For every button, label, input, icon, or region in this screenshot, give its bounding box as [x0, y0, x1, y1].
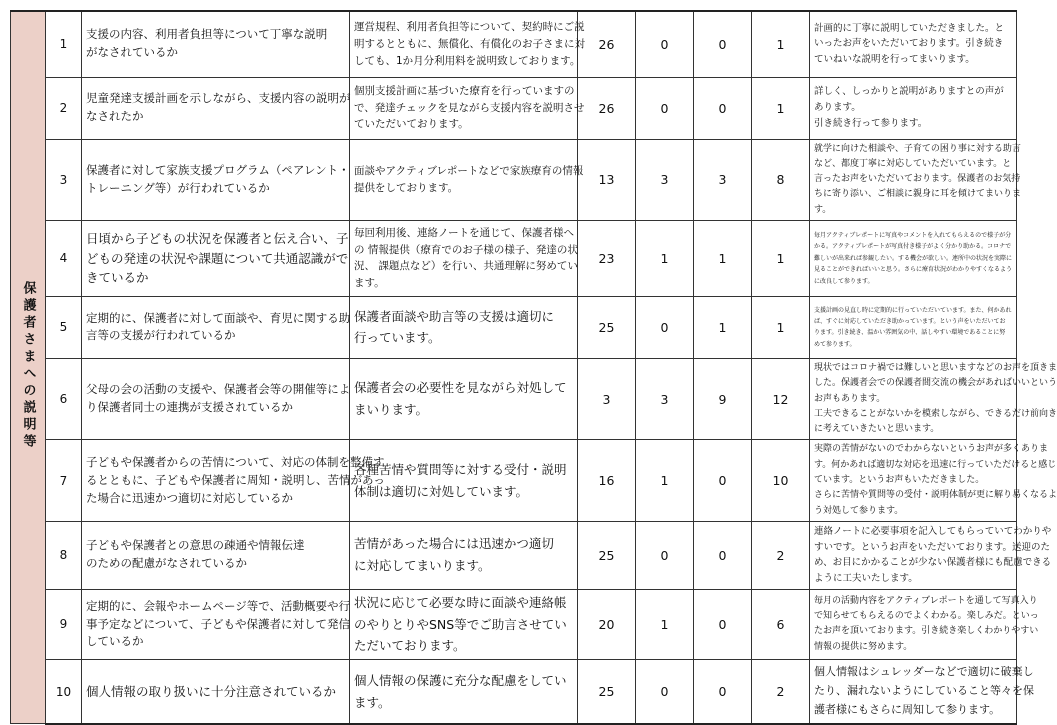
remarks-text-line: す。 — [814, 204, 832, 215]
item-number: 2 — [46, 77, 82, 139]
count-no: 3 — [694, 139, 752, 220]
item-text — [82, 220, 350, 296]
count-no: 1 — [694, 296, 752, 358]
count-yes: 20 — [578, 589, 636, 660]
effort-text-line: 面談やアクティブレポートなどで家族療育の情報 — [354, 164, 584, 177]
count-yes: 25 — [578, 296, 636, 358]
item-number: 5 — [46, 296, 82, 358]
count-unknown: 8 — [752, 139, 810, 220]
count-yes: 25 — [578, 521, 636, 589]
remarks-text-line: め、お目にかかることが少ない保護者様にも配慮できる — [814, 557, 1052, 569]
remarks-text-line: 毎月の活動内容をアクティブレポートを通して写真入り — [814, 595, 1038, 606]
effort-text-line: に対応してまいります。 — [354, 558, 491, 574]
table-row — [11, 589, 1017, 660]
item-text-line: 支援の内容、利用者負担等について丁寧な説明 — [86, 27, 328, 42]
effort-text-line: ます。 — [354, 277, 385, 290]
effort-text-line: 苦情があった場合には迅速かつ適切 — [354, 536, 554, 552]
item-text — [82, 358, 350, 439]
remarks-text-line: ります。引き続き、温かい雰囲気の中、話しやすい環境であることに努 — [814, 329, 1006, 337]
remarks-text — [810, 440, 1057, 521]
remarks-text-line: 詳しく、しっかりと説明がありますとの声が — [814, 86, 1004, 98]
count-no: 0 — [694, 660, 752, 724]
effort-text-line: 個別支援計画に基づいた療育を行っていますの — [354, 84, 575, 97]
table-body — [11, 11, 1057, 724]
table-row — [11, 296, 1017, 358]
effort-text — [350, 77, 585, 139]
item-text-line: なされたか — [86, 109, 144, 123]
remarks-text-line: たり、漏れないようにしていること等々を保 — [814, 684, 1034, 698]
remarks-text-line: めて参ります。 — [814, 340, 856, 348]
remarks-text-line: 個人情報はシュレッダーなどで適切に破棄し — [814, 665, 1034, 679]
count-neither: 1 — [636, 220, 694, 296]
remarks-text — [810, 589, 1039, 660]
item-text-line: 子どもや保護者からの苦情について、対応の体制を整備す — [86, 454, 385, 469]
count-unknown: 1 — [752, 296, 810, 358]
item-text-line: 父母の会の活動の支援や、保護者会等の開催等によ — [86, 382, 351, 397]
effort-text-line: 体制は適切に対処しています。 — [354, 483, 529, 499]
effort-text-line: 保護者面談や助言等の支援は適切に — [354, 308, 555, 324]
count-no: 1 — [694, 220, 752, 296]
effort-text-line: 個人情報の保護に充分な配慮をしてい — [354, 672, 567, 688]
remarks-text-line: 就学に向けた相談や、子育ての困り事に対する助言 — [814, 143, 1021, 154]
count-neither: 0 — [636, 11, 694, 77]
effort-text-line: ただいております。 — [354, 638, 466, 654]
count-unknown: 10 — [752, 440, 810, 521]
item-text-line: どもの発達の状況や課題について共通認識がで — [86, 250, 349, 266]
table-row — [11, 77, 1017, 139]
effort-text-line: 各種苦情や質問等に対する受付・説明 — [354, 461, 567, 477]
item-text-line: 保護者に対して家族支援プログラム（ペアレント・ — [86, 162, 350, 177]
table-row — [11, 521, 1017, 589]
remarks-text — [810, 296, 1017, 358]
count-yes: 25 — [578, 660, 636, 724]
count-yes: 13 — [578, 139, 636, 220]
remarks-text — [810, 358, 1057, 439]
effort-text-line: 運営規程、利用者負担等について、契約時にご説 — [354, 21, 585, 34]
item-text-line: 日頃から子どもの状況を保護者と伝え合い、子 — [86, 231, 349, 247]
count-neither: 3 — [636, 139, 694, 220]
effort-text-line: 行っています。 — [354, 330, 441, 346]
category-label: 保護者さまへの説明等 — [20, 280, 36, 451]
count-no: 0 — [694, 440, 752, 521]
effort-text-line: まいります。 — [354, 402, 429, 418]
item-text-line: きているか — [86, 270, 149, 286]
remarks-text-line: すいです。というお声をいただいております。送迎のた — [814, 541, 1050, 553]
remarks-text-line: さらに苦情や質問等の受付・説明体制が更に解り易くなるよ — [814, 490, 1057, 501]
effort-text-line: の 情報提供（療育でのお子様の様子、発達の状 — [354, 243, 578, 256]
count-yes: 23 — [578, 220, 636, 296]
remarks-text-line: 工夫できることがないかを模索しながら、できるだけ前向き — [814, 408, 1057, 419]
count-no: 0 — [694, 589, 752, 660]
count-unknown: 2 — [752, 660, 810, 724]
effort-text-line: 保護者会の必要性を見ながら対処して — [354, 380, 567, 396]
remarks-text-line: す。何かあれば適切な対応を迅速に行っていただけると感じ — [814, 459, 1057, 470]
remarks-text-line: 毎月アクティブレポートに写真やコメントを入れてもらえるので様子が分 — [814, 232, 1012, 239]
effort-text — [350, 296, 578, 358]
remarks-text-line: 情報の提供に努めます。 — [814, 641, 913, 652]
category-cell — [11, 11, 46, 724]
count-neither: 0 — [636, 296, 694, 358]
effort-text — [350, 521, 578, 589]
remarks-text-line: に改良して参ります。 — [814, 277, 874, 285]
remarks-text-line: たお声を頂いております。引き続き楽しくわかりやすい — [814, 626, 1039, 637]
remarks-text — [810, 139, 1022, 220]
item-number: 3 — [46, 139, 82, 220]
item-text — [82, 139, 350, 220]
effort-text-line: 毎回利用後、連絡ノートを通じて、保護者様へ — [354, 226, 574, 239]
count-neither: 3 — [636, 358, 694, 439]
remarks-text-line: 現状ではコロナ禍では難しいと思いますなどのお声を頂きま — [814, 362, 1057, 373]
item-text-line: 児童発達支援計画を示しながら、支援内容の説明が — [86, 91, 351, 106]
item-text — [82, 660, 350, 724]
item-text-line: 事予定などについて、子どもや保護者に対して発信 — [86, 616, 351, 631]
remarks-text-line: ば、すぐに対応していただき助かっています。という声をいただいてお — [814, 318, 1006, 326]
remarks-text-line: いったお声をいただいております。引き続き — [814, 38, 1004, 50]
count-no: 0 — [694, 77, 752, 139]
remarks-text-line: ています。というお声もいただきました。 — [814, 475, 985, 486]
item-number: 10 — [46, 660, 82, 724]
item-text-line: た場合に迅速かつ適切に対応しているか — [86, 490, 293, 505]
item-text-line: 言等の支援が行われているか — [86, 328, 236, 343]
remarks-text-line: 見ることができればいいと思う。さらに療育状況がわかりやすくなるよう — [814, 266, 1013, 274]
remarks-text-line: 護者様にもさらに周知して参ります。 — [814, 702, 1001, 716]
effort-text — [350, 11, 585, 77]
remarks-text-line: 難しいが出来れば参観したい。する機会が欲しい。連所中の状況を実際に — [814, 254, 1013, 262]
remarks-text — [810, 660, 1034, 724]
count-no: 9 — [694, 358, 752, 439]
effort-text — [350, 220, 578, 296]
count-unknown: 1 — [752, 77, 810, 139]
count-unknown: 2 — [752, 521, 810, 589]
remarks-text-line: で知らせてもらえるのでよくわかる。楽しみだ。といっ — [814, 611, 1039, 622]
effort-text — [350, 139, 584, 220]
effort-text-line: 提供をしております。 — [354, 181, 459, 194]
item-number: 8 — [46, 521, 82, 589]
item-number: 7 — [46, 440, 82, 521]
item-text — [82, 589, 350, 660]
item-text-line: 定期的に、保護者に対して面談や、育児に関する助 — [86, 310, 351, 325]
item-text-line: のための配慮がなされているか — [86, 556, 247, 571]
table-row — [11, 358, 1017, 439]
table-row — [11, 660, 1017, 724]
effort-text — [350, 358, 578, 439]
item-text-line: 個人情報の取り扱いに十分注意されているか — [86, 683, 337, 699]
effort-text-line: ていただいております。 — [354, 118, 469, 131]
effort-text-line: ます。 — [354, 694, 391, 710]
remarks-text-line: あります。 — [814, 102, 861, 114]
remarks-text-line: ちに寄り添い、ご相談に親身に耳を傾けてまいりま — [814, 189, 1022, 200]
item-text — [82, 296, 350, 358]
effort-text — [350, 440, 578, 521]
remarks-text-line: ていねいな説明を行ってまいります。 — [814, 54, 975, 66]
count-unknown: 1 — [752, 220, 810, 296]
count-neither: 0 — [636, 660, 694, 724]
remarks-text-line: した。保護者会での保護者間交流の機会があればいいという — [814, 378, 1057, 389]
table-row — [11, 220, 1017, 296]
effort-text-line: 状況に応じて必要な時に面談や連絡帳 — [354, 594, 567, 610]
count-neither: 1 — [636, 440, 694, 521]
count-unknown: 1 — [752, 11, 810, 77]
count-no: 0 — [694, 521, 752, 589]
remarks-text — [810, 521, 1052, 589]
item-number: 6 — [46, 358, 82, 439]
item-number: 4 — [46, 220, 82, 296]
count-yes: 3 — [578, 358, 636, 439]
effort-text-line: のやりとりやSNS等でご助言させてい — [354, 616, 567, 632]
effort-text — [350, 589, 578, 660]
item-text-line: り保護者同士の連携が支援されているか — [86, 400, 293, 415]
item-text-line: しているか — [86, 634, 144, 649]
survey-table — [10, 10, 1057, 725]
item-text — [82, 77, 350, 139]
remarks-text-line: お声もあります。 — [814, 393, 886, 404]
remarks-text-line: かる。アクティブレポートが写真付き様子がよく分かり助かる。コロナで — [814, 243, 1012, 251]
count-no: 0 — [694, 11, 752, 77]
count-unknown: 12 — [752, 358, 810, 439]
item-text-line: 子どもや保護者との意思の疎通や情報伝達 — [86, 538, 305, 553]
effort-text-line: で、発達チェックを見ながら支援内容を説明させ — [354, 101, 585, 114]
item-text — [82, 440, 385, 521]
effort-text-line: 明するとともに、無償化、有償化のお子さまに対 — [354, 37, 585, 50]
count-yes: 26 — [578, 77, 636, 139]
table-row — [11, 440, 1017, 521]
item-text-line: 定期的に、会報やホームページ等で、活動概要や行 — [86, 598, 351, 613]
count-neither: 1 — [636, 589, 694, 660]
count-neither: 0 — [636, 77, 694, 139]
item-number: 1 — [46, 11, 82, 77]
item-text — [82, 521, 350, 589]
effort-text — [350, 660, 578, 724]
effort-text-line: しても、1か月分利用料を説明致しております。 — [354, 54, 581, 67]
remarks-text — [810, 11, 1017, 77]
item-text-line: トレーニング等）が行われているか — [86, 180, 270, 195]
remarks-text-line: 言ったお声をいただいております。保護者のお気持 — [814, 174, 1021, 185]
table-row — [11, 139, 1017, 220]
remarks-text-line: う対処して参ります。 — [814, 505, 904, 516]
item-text — [82, 11, 350, 77]
remarks-text-line: 支援計画の見直し時に定期的に行っていただいています。また、何かあれ — [814, 306, 1012, 314]
remarks-text-line: に考えていきたいと思います。 — [814, 424, 940, 435]
remarks-text-line: ように工夫いたします。 — [814, 572, 918, 584]
count-yes: 16 — [578, 440, 636, 521]
remarks-text-line: 実際の苦情がないのでわからないというお声が多くありま — [814, 444, 1049, 455]
remarks-text-line: 計画的に丁寧に説明していただきました。と — [814, 22, 1005, 34]
remarks-text-line: など、都度丁寧に対応していただいています。と — [814, 158, 1012, 169]
table-row — [11, 11, 1017, 77]
remarks-text — [810, 77, 1017, 139]
item-text-line: がなされているか — [86, 45, 178, 60]
item-number: 9 — [46, 589, 82, 660]
item-text-line: るとともに、子どもや保護者に周知・説明し、苦情があっ — [86, 472, 385, 487]
remarks-text-line: 連絡ノートに必要事項を記入してもらっていてわかりや — [814, 525, 1052, 537]
remarks-text-line: 引き続き行って参ります。 — [814, 117, 928, 129]
count-yes: 26 — [578, 11, 636, 77]
count-unknown: 6 — [752, 589, 810, 660]
remarks-text — [810, 220, 1017, 296]
effort-text-line: 況、 課題点など）を行い、共通理解に努めてい — [354, 260, 578, 273]
count-neither: 0 — [636, 521, 694, 589]
